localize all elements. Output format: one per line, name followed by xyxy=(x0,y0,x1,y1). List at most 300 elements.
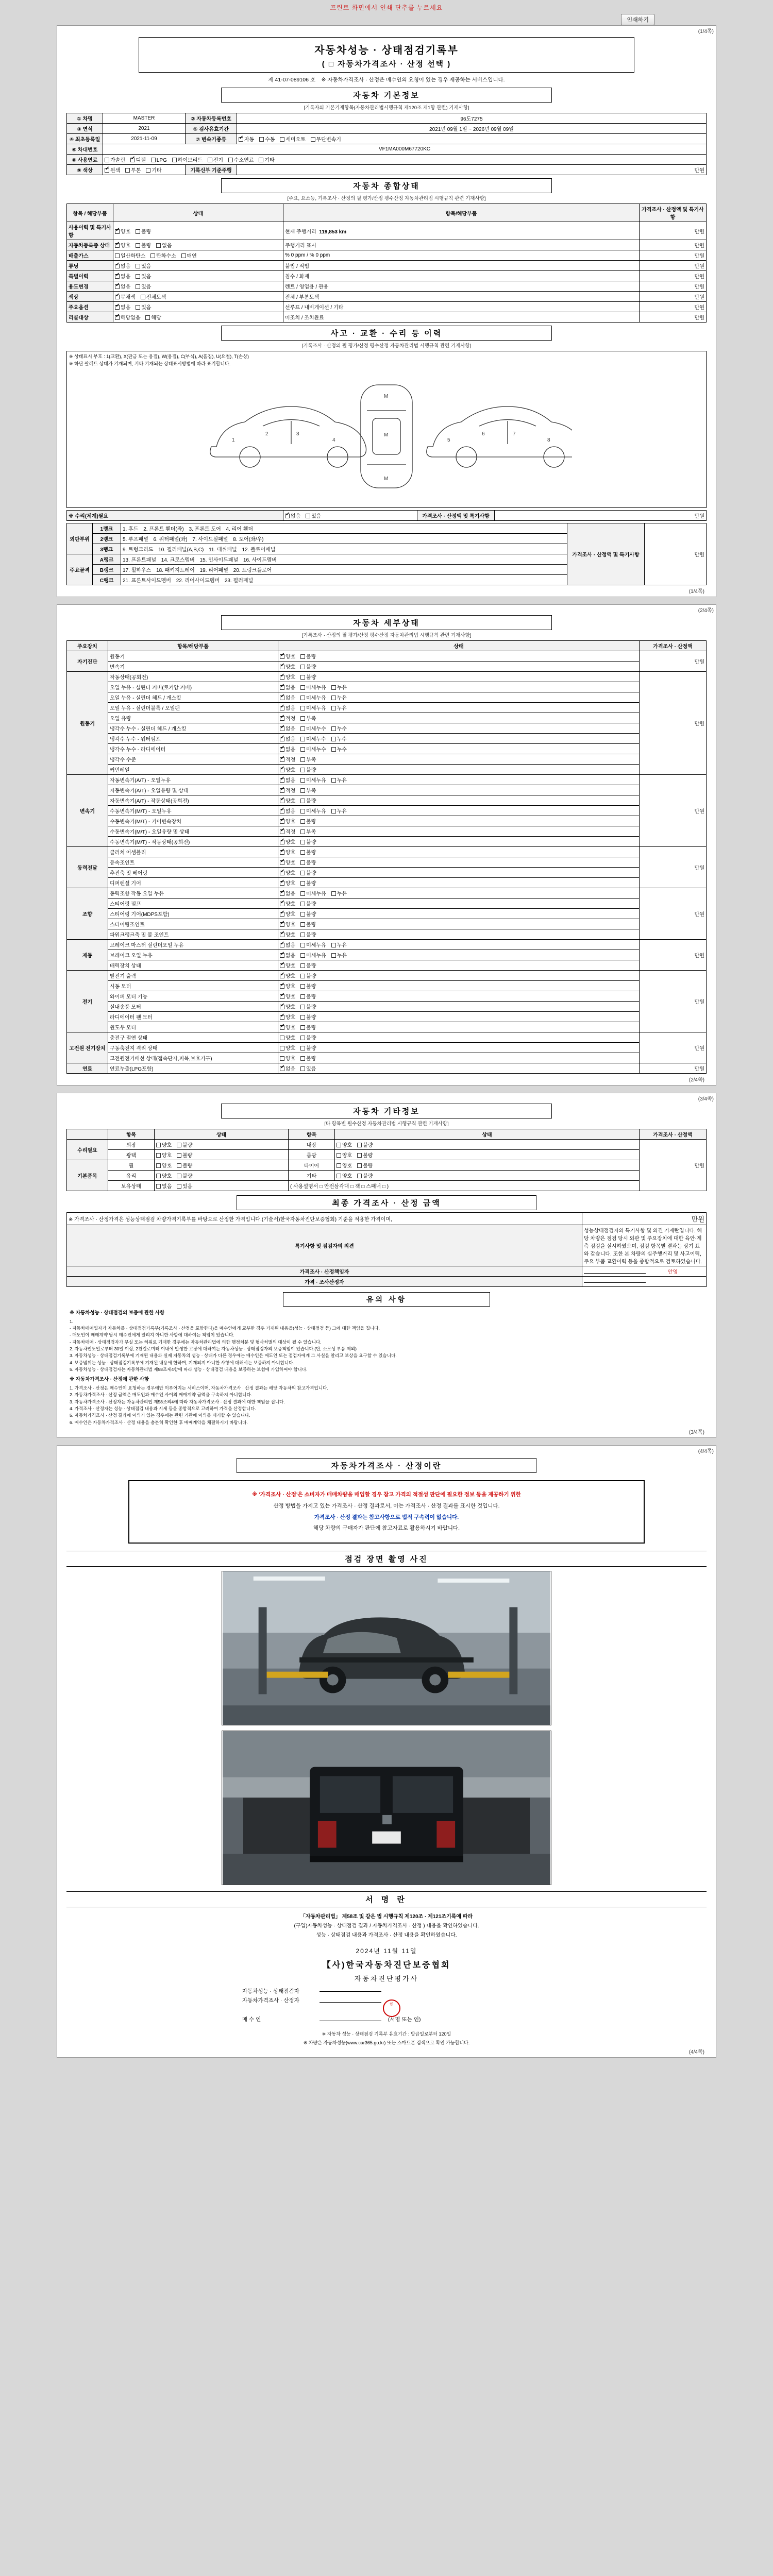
detail-7-1-state xyxy=(278,1043,640,1053)
signature-row-2 xyxy=(242,2015,531,2023)
detail-h-state: 상태 xyxy=(278,641,640,651)
detail-5-2-opt-0[interactable]: ✔ 양호 xyxy=(280,961,295,969)
etc-h-2: 상태 xyxy=(155,1129,289,1140)
table-row xyxy=(67,672,707,682)
overall-7-opt-0[interactable]: ✔ 없음 xyxy=(115,303,130,311)
detail-3-1-opt-1[interactable]: 불량 xyxy=(300,858,316,866)
detail-h-group: 주요장치 xyxy=(67,641,108,651)
detail-section-title: 자동차 세부상태 xyxy=(221,615,552,630)
detail-4-1-opt-0[interactable]: ✔ 양호 xyxy=(280,900,295,907)
detail-2-1-item: 자동변속기(A/T) - 오일유량 및 상태 xyxy=(108,785,278,795)
detail-4-0-opt-2[interactable]: 누유 xyxy=(331,889,347,897)
detail-4-2-state xyxy=(278,909,640,919)
article-note: ※ 자동차가격조사 · 산정은 매수인의 요청이 있는 경우 제공하는 서비스입니다. xyxy=(321,77,505,83)
overall-row-0-state xyxy=(113,222,283,240)
detail-2-3-opt-1[interactable]: 미세누유 xyxy=(300,807,326,815)
detail-1-9-state xyxy=(278,765,640,775)
detail-3-3-opt-1[interactable]: 불량 xyxy=(300,879,316,887)
detail-0-0-opt-0[interactable]: ✔ 양호 xyxy=(280,652,295,660)
detail-4-3-opt-1[interactable]: 불량 xyxy=(300,920,316,928)
fuel-opt-lpg[interactable]: LPG xyxy=(151,157,167,163)
detail-1-5-opt-1[interactable]: 미세누수 xyxy=(300,724,326,732)
overall-0-opt-1[interactable]: 불량 xyxy=(136,227,151,235)
detail-7-0-opt-0[interactable]: 양호 xyxy=(280,1033,295,1041)
detail-4-1-opt-1[interactable]: 불량 xyxy=(300,900,316,907)
signature-line-2: 성능 · 상태점검 내용과 가격조사 · 산정 내용을 확인하였습니다. xyxy=(316,1933,457,1939)
repair-need-none[interactable]: ✔ 없음 xyxy=(285,512,300,519)
detail-4-3-opt-0[interactable]: ✔ 양호 xyxy=(280,920,295,928)
article-number: 제 41-07-089106 호 xyxy=(268,77,315,83)
transmission-opt-manual[interactable]: 수동 xyxy=(259,135,275,143)
detail-6-1-opt-0[interactable]: ✔ 양호 xyxy=(280,982,295,990)
signature-row-0-label: 자동차성능 · 상태점검자 xyxy=(242,1988,299,1995)
etc-1-r-opt-0[interactable]: 양호 xyxy=(337,1151,352,1159)
notice-0-line-5: 3. 자동차성능 · 상태점검기록부에 기재된 내용과 실제 자동차의 성능 · 상태가 다른 경우에는 매수인은 매도인 또는 점검자에게 그 사실을 알리고 보상을 요구할 수 있습니다. xyxy=(70,1353,397,1359)
overall-2-opt-2[interactable]: 매연 xyxy=(181,251,197,259)
overall-2-opt-1[interactable]: 탄화수소 xyxy=(150,251,176,259)
overall-8-opt-0[interactable]: ✔ 해당없음 xyxy=(115,313,141,321)
detail-5-0-opt-1[interactable]: 미세누유 xyxy=(300,941,326,948)
detail-1-1-opt-2[interactable]: 누유 xyxy=(331,683,347,691)
detail-1-3-opt-1[interactable]: 미세누유 xyxy=(300,704,326,711)
svg-text:M: M xyxy=(384,432,389,438)
etc-0-l-state xyxy=(155,1140,289,1150)
frame-rank-2: C랭크 xyxy=(93,575,121,585)
repair-need-label: ※ 수리(체계)필요 xyxy=(67,511,283,521)
detail-group-7: 고전원 전기장치 xyxy=(67,1032,108,1063)
detail-0-0-opt-1[interactable]: 불량 xyxy=(300,652,316,660)
detail-1-7-opt-0[interactable]: ✔ 없음 xyxy=(280,745,295,753)
basic-transmission-label: ⑦ 변속기종류 xyxy=(186,134,237,144)
overall-3-opt-0[interactable]: ✔ 없음 xyxy=(115,262,130,269)
etc-3-r-opt-1[interactable]: 불량 xyxy=(357,1172,373,1179)
detail-6-3-state xyxy=(278,1002,640,1012)
etc-2-l-opt-1[interactable]: 불량 xyxy=(177,1161,192,1169)
legend-1-1: 6. 쿼터패널(좌) xyxy=(153,537,188,543)
detail-1-3-opt-0[interactable]: ✔ 없음 xyxy=(280,704,295,711)
overall-row-8-name: 리콜대상 xyxy=(67,312,113,323)
overall-1-opt-1[interactable]: 불량 xyxy=(136,241,151,249)
signature-row-1-label: 자동차가격조사 · 산정자 xyxy=(242,1997,299,2004)
etc-0-l-opt-1[interactable]: 불량 xyxy=(177,1141,192,1148)
overall-6-opt-1[interactable]: 전체도색 xyxy=(141,293,166,300)
overall-row-4-right xyxy=(283,271,640,281)
detail-1-1-opt-1[interactable]: 미세누유 xyxy=(300,683,326,691)
table-row xyxy=(67,703,707,713)
detail-5-2-opt-1[interactable]: 불량 xyxy=(300,961,316,969)
price-explain-line-3 xyxy=(139,1524,634,1533)
svg-text:8: 8 xyxy=(547,437,550,443)
overall-5-opt-1[interactable]: 있음 xyxy=(136,282,151,290)
detail-8-0-opt-1[interactable]: 있음 xyxy=(300,1064,316,1072)
table-row xyxy=(67,857,707,868)
etc-1-l-state xyxy=(155,1150,289,1160)
detail-4-0-item: 동력조향 작동 오일 누유 xyxy=(108,888,278,899)
detail-3-0-opt-0[interactable]: ✔ 양호 xyxy=(280,848,295,856)
detail-1-2-opt-2[interactable]: 누유 xyxy=(331,693,347,701)
etc-0-r-opt-1[interactable]: 불량 xyxy=(357,1141,373,1148)
table-row xyxy=(67,713,707,723)
fuel-opt-other[interactable]: 기타 xyxy=(259,156,274,163)
legend-1-2: 7. 사이드실패널 xyxy=(192,537,228,543)
detail-3-0-item: 클러치 어셈블리 xyxy=(108,847,278,857)
detail-2-3-item: 수동변속기(M/T) - 오일누유 xyxy=(108,806,278,816)
signature-line-1: (구입)자동차성능 · 상태점검 결과 / 자동차가격조사 · 산정 ) 내용을 확인하였습니다. xyxy=(294,1923,479,1929)
etc-0-l-opt-0[interactable]: 양호 xyxy=(156,1141,172,1148)
overall-6-right-label: 전체 / 부분도색 xyxy=(285,295,320,300)
table-row xyxy=(67,940,707,950)
table-row xyxy=(67,261,707,271)
notice-1-line-2: 3. 자동차가격조사 · 산정자는 자동차관리법 제58조의4에 따라 자동차가격조사 · 산정 결과에 대한 책임을 집니다. xyxy=(70,1399,285,1404)
detail-2-0-opt-2[interactable]: 누유 xyxy=(331,776,347,784)
detail-1-0-opt-1[interactable]: 불량 xyxy=(300,673,316,681)
overall-0-right-value: 119,853 km xyxy=(319,229,347,235)
detail-1-6-opt-0[interactable]: ✔ 없음 xyxy=(280,735,295,742)
detail-2-6-opt-1[interactable]: 불량 xyxy=(300,838,316,845)
price-sign-value-0 xyxy=(582,1266,707,1277)
legend-2-2: 11. 대쉬패널 xyxy=(209,547,237,553)
detail-6-4-opt-1[interactable]: 불량 xyxy=(300,1013,316,1021)
overall-row-0-note: 만원 xyxy=(640,222,707,240)
overall-row-5-note: 만원 xyxy=(640,281,707,292)
detail-7-2-state xyxy=(278,1053,640,1063)
table-row xyxy=(67,795,707,806)
detail-3-3-opt-0[interactable]: ✔ 양호 xyxy=(280,879,295,887)
page-1 xyxy=(57,25,716,597)
etc-1-r-opt-1[interactable]: 불량 xyxy=(357,1151,373,1159)
detail-8-0-state xyxy=(278,1063,640,1074)
detail-3-3-item: 디퍼렌셜 기어 xyxy=(108,878,278,888)
detail-0-0-state xyxy=(278,651,640,662)
etc-3-r-opt-0[interactable]: 양호 xyxy=(337,1172,352,1179)
overall-4-opt-0[interactable]: ✔ 없음 xyxy=(115,272,130,280)
notice-0-line-0: 1. xyxy=(70,1318,74,1324)
detail-5-0-opt-0[interactable]: ✔ 없음 xyxy=(280,941,295,948)
notice-1-line-3: 4. 가격조사 · 산정자는 성능 · 상태점검 내용과 시세 등을 종합적으로 고려하여 가격을 산정합니다. xyxy=(70,1405,256,1411)
detail-1-3-opt-2[interactable]: 누유 xyxy=(331,704,347,711)
price-sign-label-0: 가격조사 · 산정책임자 xyxy=(67,1266,582,1277)
etc-1-r-item: 룸광 xyxy=(289,1150,335,1160)
etc-2-r-opt-1[interactable]: 불량 xyxy=(357,1161,373,1169)
detail-4-4-opt-1[interactable]: 불량 xyxy=(300,930,316,938)
detail-3-2-opt-1[interactable]: 불량 xyxy=(300,869,316,876)
fuel-opt-hydrogen[interactable]: 수소연료 xyxy=(228,156,254,163)
overall-1-opt-2[interactable]: 없음 xyxy=(156,241,172,249)
detail-1-6-opt-2[interactable]: 누수 xyxy=(331,735,347,742)
color-opt-twotone[interactable]: 투톤 xyxy=(125,166,141,174)
table-row xyxy=(67,1140,707,1150)
overall-3-opt-1[interactable]: 있음 xyxy=(136,262,151,269)
detail-1-2-opt-1[interactable]: 미세누유 xyxy=(300,693,326,701)
detail-1-2-state xyxy=(278,692,640,703)
detail-3-2-state xyxy=(278,868,640,878)
svg-text:M: M xyxy=(384,394,389,399)
overall-4-right-label: 침수 / 화재 xyxy=(285,274,309,280)
detail-6-2-opt-0[interactable]: ✔ 양호 xyxy=(280,992,295,1000)
detail-4-2-opt-0[interactable]: ✔ 양호 xyxy=(280,910,295,918)
detail-6-2-state xyxy=(278,991,640,1002)
legend-rank-1: 2랭크 xyxy=(93,534,121,544)
detail-1-4-opt-1[interactable]: 부족 xyxy=(300,714,316,722)
overall-row-1-note: 만원 xyxy=(640,240,707,250)
frame-1-3: 20. 트렁크플로어 xyxy=(233,568,272,573)
detail-6-0-opt-1[interactable]: 불량 xyxy=(300,972,316,979)
document-subtitle: ( □ 자동차가격조사 · 산정 선택 ) xyxy=(322,60,451,69)
detail-3-0-state xyxy=(278,847,640,857)
table-row xyxy=(67,281,707,292)
fuel-opt-gasoline[interactable]: 가솔린 xyxy=(105,156,125,163)
etc-1-l-opt-1[interactable]: 불량 xyxy=(177,1151,192,1159)
table-row xyxy=(67,1022,707,1032)
table-row xyxy=(67,1012,707,1022)
detail-0-1-opt-1[interactable]: 불량 xyxy=(300,663,316,670)
detail-2-5-opt-0[interactable]: ✔ 적정 xyxy=(280,827,295,835)
transmission-opt-semi[interactable]: 세미오토 xyxy=(280,135,306,143)
detail-6-1-opt-1[interactable]: 불량 xyxy=(300,982,316,990)
detail-6-3-opt-0[interactable]: ✔ 양호 xyxy=(280,1003,295,1010)
detail-1-5-opt-0[interactable]: ✔ 없음 xyxy=(280,724,295,732)
basic-info-table xyxy=(66,113,707,175)
overall-1-opt-0[interactable]: ✔ 양호 xyxy=(115,241,130,249)
notice-title: 유의 사항 xyxy=(283,1292,490,1307)
fuel-opt-diesel[interactable]: ✔ 디젤 xyxy=(130,156,146,163)
detail-1-8-opt-0[interactable]: ✔ 적정 xyxy=(280,755,295,763)
detail-5-1-opt-2[interactable]: 누유 xyxy=(331,951,347,959)
detail-2-1-opt-1[interactable]: 부족 xyxy=(300,786,316,794)
overall-7-opt-1[interactable]: 있음 xyxy=(136,303,151,311)
basic-transmission-options xyxy=(237,134,707,144)
price-explain-box xyxy=(128,1480,645,1544)
detail-7-2-opt-0[interactable]: 양호 xyxy=(280,1054,295,1062)
detail-1-6-opt-1[interactable]: 미세누수 xyxy=(300,735,326,742)
detail-2-5-opt-1[interactable]: 부족 xyxy=(300,827,316,835)
detail-6-5-state xyxy=(278,1022,640,1032)
overall-4-opt-1[interactable]: 있음 xyxy=(136,272,151,280)
document-article-line xyxy=(66,76,707,83)
detail-3-1-item: 등속조인트 xyxy=(108,857,278,868)
basic-year-value: 2021 xyxy=(103,124,186,134)
detail-4-2-opt-1[interactable]: 불량 xyxy=(300,910,316,918)
detail-1-0-opt-0[interactable]: ✔ 양호 xyxy=(280,673,295,681)
table-row xyxy=(67,240,707,250)
footer-note-2: ※ 차량은 자동차성능(www.car365.go.kr) 또는 스마트폰 검색으로 확인 가능합니다. xyxy=(303,2040,470,2046)
detail-6-2-opt-1[interactable]: 불량 xyxy=(300,992,316,1000)
fuel-opt-hybrid[interactable]: 하이브리드 xyxy=(172,156,203,163)
overall-h-name: 항목 / 해당부품 xyxy=(67,204,113,222)
overall-row-1-state xyxy=(113,240,283,250)
basic-validity-value: 2021년 09월 1일 ~ 2026년 09월 09일 xyxy=(237,124,707,134)
etc-4-l-opt-1[interactable]: 있음 xyxy=(177,1182,192,1190)
detail-2-0-opt-1[interactable]: 미세누유 xyxy=(300,776,326,784)
frame-items-2 xyxy=(121,575,567,585)
detail-group-2: 변속기 xyxy=(67,775,108,847)
detail-2-3-opt-0[interactable]: ✔ 없음 xyxy=(280,807,295,815)
frame-0-2: 15. 인사이드패널 xyxy=(199,557,239,563)
overall-row-3-right xyxy=(283,261,640,271)
etc-2-l-state xyxy=(155,1160,289,1171)
signature-org-label: 【사)한국자동차진단보증협회 xyxy=(322,1961,451,1970)
detail-3-1-opt-0[interactable]: ✔ 양호 xyxy=(280,858,295,866)
detail-5-1-opt-0[interactable]: ✔ 없음 xyxy=(280,951,295,959)
etc-4-l-opt-0[interactable]: 없음 xyxy=(156,1182,172,1190)
basic-regno-value: 96도7275 xyxy=(237,113,707,124)
detail-7-1-opt-1[interactable]: 불량 xyxy=(300,1044,316,1052)
basic-odometer-label: 기록신부 기준주행 xyxy=(186,165,237,175)
detail-2-2-opt-1[interactable]: 불량 xyxy=(300,796,316,804)
detail-1-9-opt-0[interactable]: ✔ 양호 xyxy=(280,766,295,773)
detail-6-5-opt-1[interactable]: 불량 xyxy=(300,1023,316,1031)
detail-7-2-item: 고전원전기배선 상태(접속단자,피복,보호기구) xyxy=(108,1053,278,1063)
table-row xyxy=(67,1160,707,1171)
svg-text:7: 7 xyxy=(513,431,516,437)
detail-0-1-opt-0[interactable]: ✔ 양호 xyxy=(280,663,295,670)
detail-7-0-opt-1[interactable]: 불량 xyxy=(300,1033,316,1041)
print-notice-text: 프린트 화면에서 인쇄 단추를 누르세요 xyxy=(330,4,443,11)
detail-7-0-state xyxy=(278,1032,640,1043)
detail-7-2-opt-1[interactable]: 불량 xyxy=(300,1054,316,1062)
detail-1-9-item: 커먼레일 xyxy=(108,765,278,775)
page-mark-2b: (2/4쪽) xyxy=(688,1077,704,1083)
transmission-opt-auto[interactable]: ✔ 자동 xyxy=(239,135,254,143)
price-explain-text-2: 가격조사 · 산정 결과는 참고사항으로 법적 구속력이 없습니다. xyxy=(314,1514,459,1520)
detail-1-4-state xyxy=(278,713,640,723)
color-opt-single[interactable]: ✔ 원색 xyxy=(105,166,120,174)
overall-h-note: 가격조사 · 산정액 및 특기사항 xyxy=(640,204,707,222)
detail-5-1-opt-1[interactable]: 미세누유 xyxy=(300,951,326,959)
detail-1-7-opt-1[interactable]: 미세누수 xyxy=(300,745,326,753)
detail-5-0-opt-2[interactable]: 누유 xyxy=(331,941,347,948)
notice-1-line-1: 2. 자동차가격조사 · 산정 금액은 매도인과 매수인 사이의 매매계약 금액을 구속하지 아니합니다. xyxy=(70,1392,253,1398)
overall-0-opt-0[interactable]: ✔양호 xyxy=(115,227,130,235)
detail-3-0-opt-1[interactable]: 불량 xyxy=(300,848,316,856)
detail-4-0-opt-0[interactable]: ✔ 없음 xyxy=(280,889,295,897)
detail-6-3-opt-1[interactable]: 불량 xyxy=(300,1003,316,1010)
transmission-opt-cvt[interactable]: 무단변속기 xyxy=(311,135,341,143)
detail-2-1-opt-0[interactable]: ✔ 적정 xyxy=(280,786,295,794)
detail-4-0-opt-1[interactable]: 미세누유 xyxy=(300,889,326,897)
accident-diagram-box xyxy=(66,351,707,508)
detail-1-9-opt-1[interactable]: 불량 xyxy=(300,766,316,773)
detail-2-4-opt-1[interactable]: 불량 xyxy=(300,817,316,825)
detail-6-5-opt-0[interactable]: ✔ 양호 xyxy=(280,1023,295,1031)
table-row xyxy=(67,682,707,692)
detail-2-2-item: 자동변속기(A/T) - 작동상태(공회전) xyxy=(108,795,278,806)
detail-4-note: 만원 xyxy=(640,888,707,940)
etc-2-r-opt-0[interactable]: 양호 xyxy=(337,1161,352,1169)
detail-6-0-state xyxy=(278,971,640,981)
etc-0-r-opt-0[interactable]: 양호 xyxy=(337,1141,352,1148)
etc-2-l-opt-0[interactable]: 양호 xyxy=(156,1161,172,1169)
overall-6-opt-0[interactable]: ✔ 무채색 xyxy=(115,293,136,300)
table-row xyxy=(67,806,707,816)
frame-2-1: 22. 리어사이드멤버 xyxy=(176,578,220,584)
frame-2-2: 23. 필러패널 xyxy=(224,578,254,584)
etc-3-r-item: 기타 xyxy=(289,1171,335,1181)
overall-5-opt-0[interactable]: ✔ 없음 xyxy=(115,282,130,290)
document-title-box xyxy=(139,37,634,73)
accident-note-1: ※ 상태표시 부호 : 1(교환), X(판금 또는 용접), W(용접), C(부식), A(흠집), U(요철), T(손상) xyxy=(69,354,249,359)
print-notice-bar xyxy=(57,0,716,14)
detail-5-note: 만원 xyxy=(640,940,707,971)
detail-8-0-opt-0[interactable]: ✔ 없음 xyxy=(280,1064,295,1072)
etc-note: 만원 xyxy=(640,1140,707,1191)
notice-0-line-3: - 자동차매매 · 상태점검자가 부실 또는 허위로 기재한 경우에는 자동차관리법에 의한 행정처분 및 형사처벌의 대상이 될 수 있습니다. xyxy=(70,1339,322,1345)
table-row xyxy=(67,971,707,981)
detail-2-2-opt-0[interactable]: ✔ 양호 xyxy=(280,796,295,804)
detail-2-4-opt-0[interactable]: ✔ 양호 xyxy=(280,817,295,825)
detail-0-1-item: 변속기 xyxy=(108,662,278,672)
detail-1-8-opt-1[interactable]: 부족 xyxy=(300,755,316,763)
signature-line-0: 「자동차관리법」 제58조 및 같은 법 시행규칙 제120조 · 제121조기록에 따라 xyxy=(300,1914,473,1920)
detail-7-1-opt-0[interactable]: 양호 xyxy=(280,1044,295,1052)
repair-need-yes[interactable]: 있음 xyxy=(306,512,321,519)
detail-2-0-opt-0[interactable]: ✔ 없음 xyxy=(280,776,295,784)
detail-1-8-state xyxy=(278,754,640,765)
print-button[interactable]: 인쇄하기 xyxy=(621,14,654,25)
etc-info-table xyxy=(66,1129,707,1191)
detail-4-4-opt-0[interactable]: ✔ 양호 xyxy=(280,930,295,938)
detail-2-4-item: 수동변속기(M/T) - 기어변속장치 xyxy=(108,816,278,826)
detail-1-4-opt-0[interactable]: ✔ 적정 xyxy=(280,714,295,722)
detail-3-2-opt-0[interactable]: ✔ 양호 xyxy=(280,869,295,876)
etc-3-l-opt-1[interactable]: 불량 xyxy=(177,1172,192,1179)
detail-1-7-opt-2[interactable]: 누수 xyxy=(331,745,347,753)
table-row xyxy=(67,868,707,878)
svg-text:4: 4 xyxy=(332,437,335,443)
price-special-value: 성능상태점검자의 특기사항 및 의견 기재란입니다. 해당 차량은 점검 당시 외관 및 주요장치에 대한 육안·계측 점검을 실시하였으며, 점검 항목별 결과는 상기 표와 같습니다. 또한 본 차량의 실주행거리 및 사고이력, 주요 부품 교환이력 등을 종합적으로 검토하였습니다. xyxy=(582,1225,707,1266)
table-row xyxy=(67,1171,707,1181)
page-mark-3: (3/4쪽) xyxy=(698,1096,714,1102)
signature-row-1 xyxy=(242,1996,531,2014)
basic-validity-label: ⑤ 검사유효기간 xyxy=(186,124,237,134)
basic-firstreg-value: 2021-11-09 xyxy=(103,134,186,144)
etc-3-l-opt-0[interactable]: 양호 xyxy=(156,1172,172,1179)
etc-1-l-opt-0[interactable]: 양호 xyxy=(156,1151,172,1159)
detail-group-0: 자기진단 xyxy=(67,651,108,672)
etc-3-l-state xyxy=(155,1171,289,1181)
overall-state-table xyxy=(66,204,707,323)
detail-group-3: 동력전달 xyxy=(67,847,108,888)
table-row xyxy=(67,991,707,1002)
overall-2-opt-0[interactable]: 일산화탄소 xyxy=(115,251,145,259)
detail-1-2-opt-0[interactable]: ✔ 없음 xyxy=(280,693,295,701)
detail-1-1-opt-0[interactable]: ✔ 없음 xyxy=(280,683,295,691)
detail-2-0-state xyxy=(278,775,640,785)
basic-fuel-options xyxy=(103,155,707,165)
detail-6-0-opt-0[interactable]: ✔ 양호 xyxy=(280,972,295,979)
table-row xyxy=(67,826,707,837)
fuel-opt-electric[interactable]: 전기 xyxy=(208,156,223,163)
overall-row-8-note: 만원 xyxy=(640,312,707,323)
detail-4-3-state xyxy=(278,919,640,929)
overall-8-opt-1[interactable]: 해당 xyxy=(145,313,161,321)
detail-2-6-opt-0[interactable]: ✔ 양호 xyxy=(280,838,295,845)
notice-1-line-0: 1. 가격조사 · 산정은 매수인이 요청하는 경우에만 이루어지는 서비스이며, 자동차가격조사 · 산정 결과는 해당 자동차의 참고가격입니다. xyxy=(70,1385,328,1391)
detail-2-3-opt-2[interactable]: 누유 xyxy=(331,807,347,815)
detail-6-4-opt-0[interactable]: ✔ 양호 xyxy=(280,1013,295,1021)
legend-1-0: 5. 루프패널 xyxy=(123,537,148,543)
overall-8-right-label: 미조치 / 조치완료 xyxy=(285,315,324,321)
table-row xyxy=(67,292,707,302)
color-opt-other[interactable]: 기타 xyxy=(146,166,161,174)
etc-1-l-item: 광택 xyxy=(108,1150,155,1160)
page-3 xyxy=(57,1093,716,1438)
table-row xyxy=(67,1053,707,1063)
detail-1-2-item: 오일 누유 - 실린더 헤드 / 개스킷 xyxy=(108,692,278,703)
detail-1-5-opt-2[interactable]: 누수 xyxy=(331,724,347,732)
detail-5-0-item: 브레이크 마스터 실린더오일 누유 xyxy=(108,940,278,950)
legend-2-1: 10. 필러패널(A,B,C) xyxy=(158,547,204,553)
